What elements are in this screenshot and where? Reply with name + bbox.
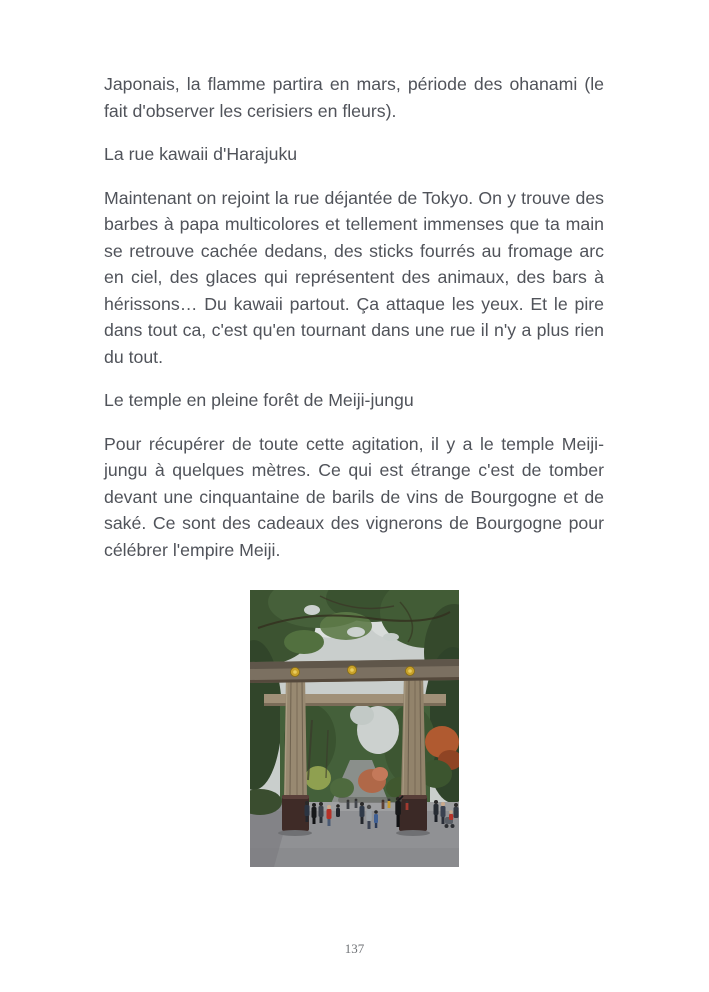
- paragraph-harajuku: Maintenant on rejoint la rue déjantée de Tokyo. On y trouve des barbes à papa multicolores et tellement immenses que ta main se retrouve cachée dedans, des sticks fourrés au fromage arc en ciel, des glaces qui représentent des animaux, des bars à hérissons… Du kawaii partout. Ça attaque les yeux. Et le pire dans tout ca, c'est qu'en tournant dans une rue il n'y a plus rien du tout.: [104, 187, 604, 367]
- torii-gate-photo: [250, 590, 459, 867]
- paragraph-ohanami: Japonais, la flamme partira en mars, période des ohanami (le fait d'observer les cerisiers en fleurs).: [104, 74, 604, 121]
- section-heading-harajuku: La rue kawaii d'Harajuku: [104, 144, 298, 164]
- section-heading-meiji-jungu: Le temple en pleine forêt de Meiji-jungu: [104, 390, 414, 410]
- paragraph-meiji-jungu: Pour récupérer de toute cette agitation, il y a le temple Meiji-jungu à quelques mètres. Ce qui est étrange c'est de tomber devant une cinquantaine de barils de vins de Bourgogne et de saké. Ce sont des cadeaux des vignerons de Bourgogne pour célébrer l'empire Meiji.: [104, 433, 604, 560]
- page-content: [104, 71, 604, 867]
- torii-gate-illustration: [250, 590, 459, 867]
- page-number: 137: [344, 941, 365, 956]
